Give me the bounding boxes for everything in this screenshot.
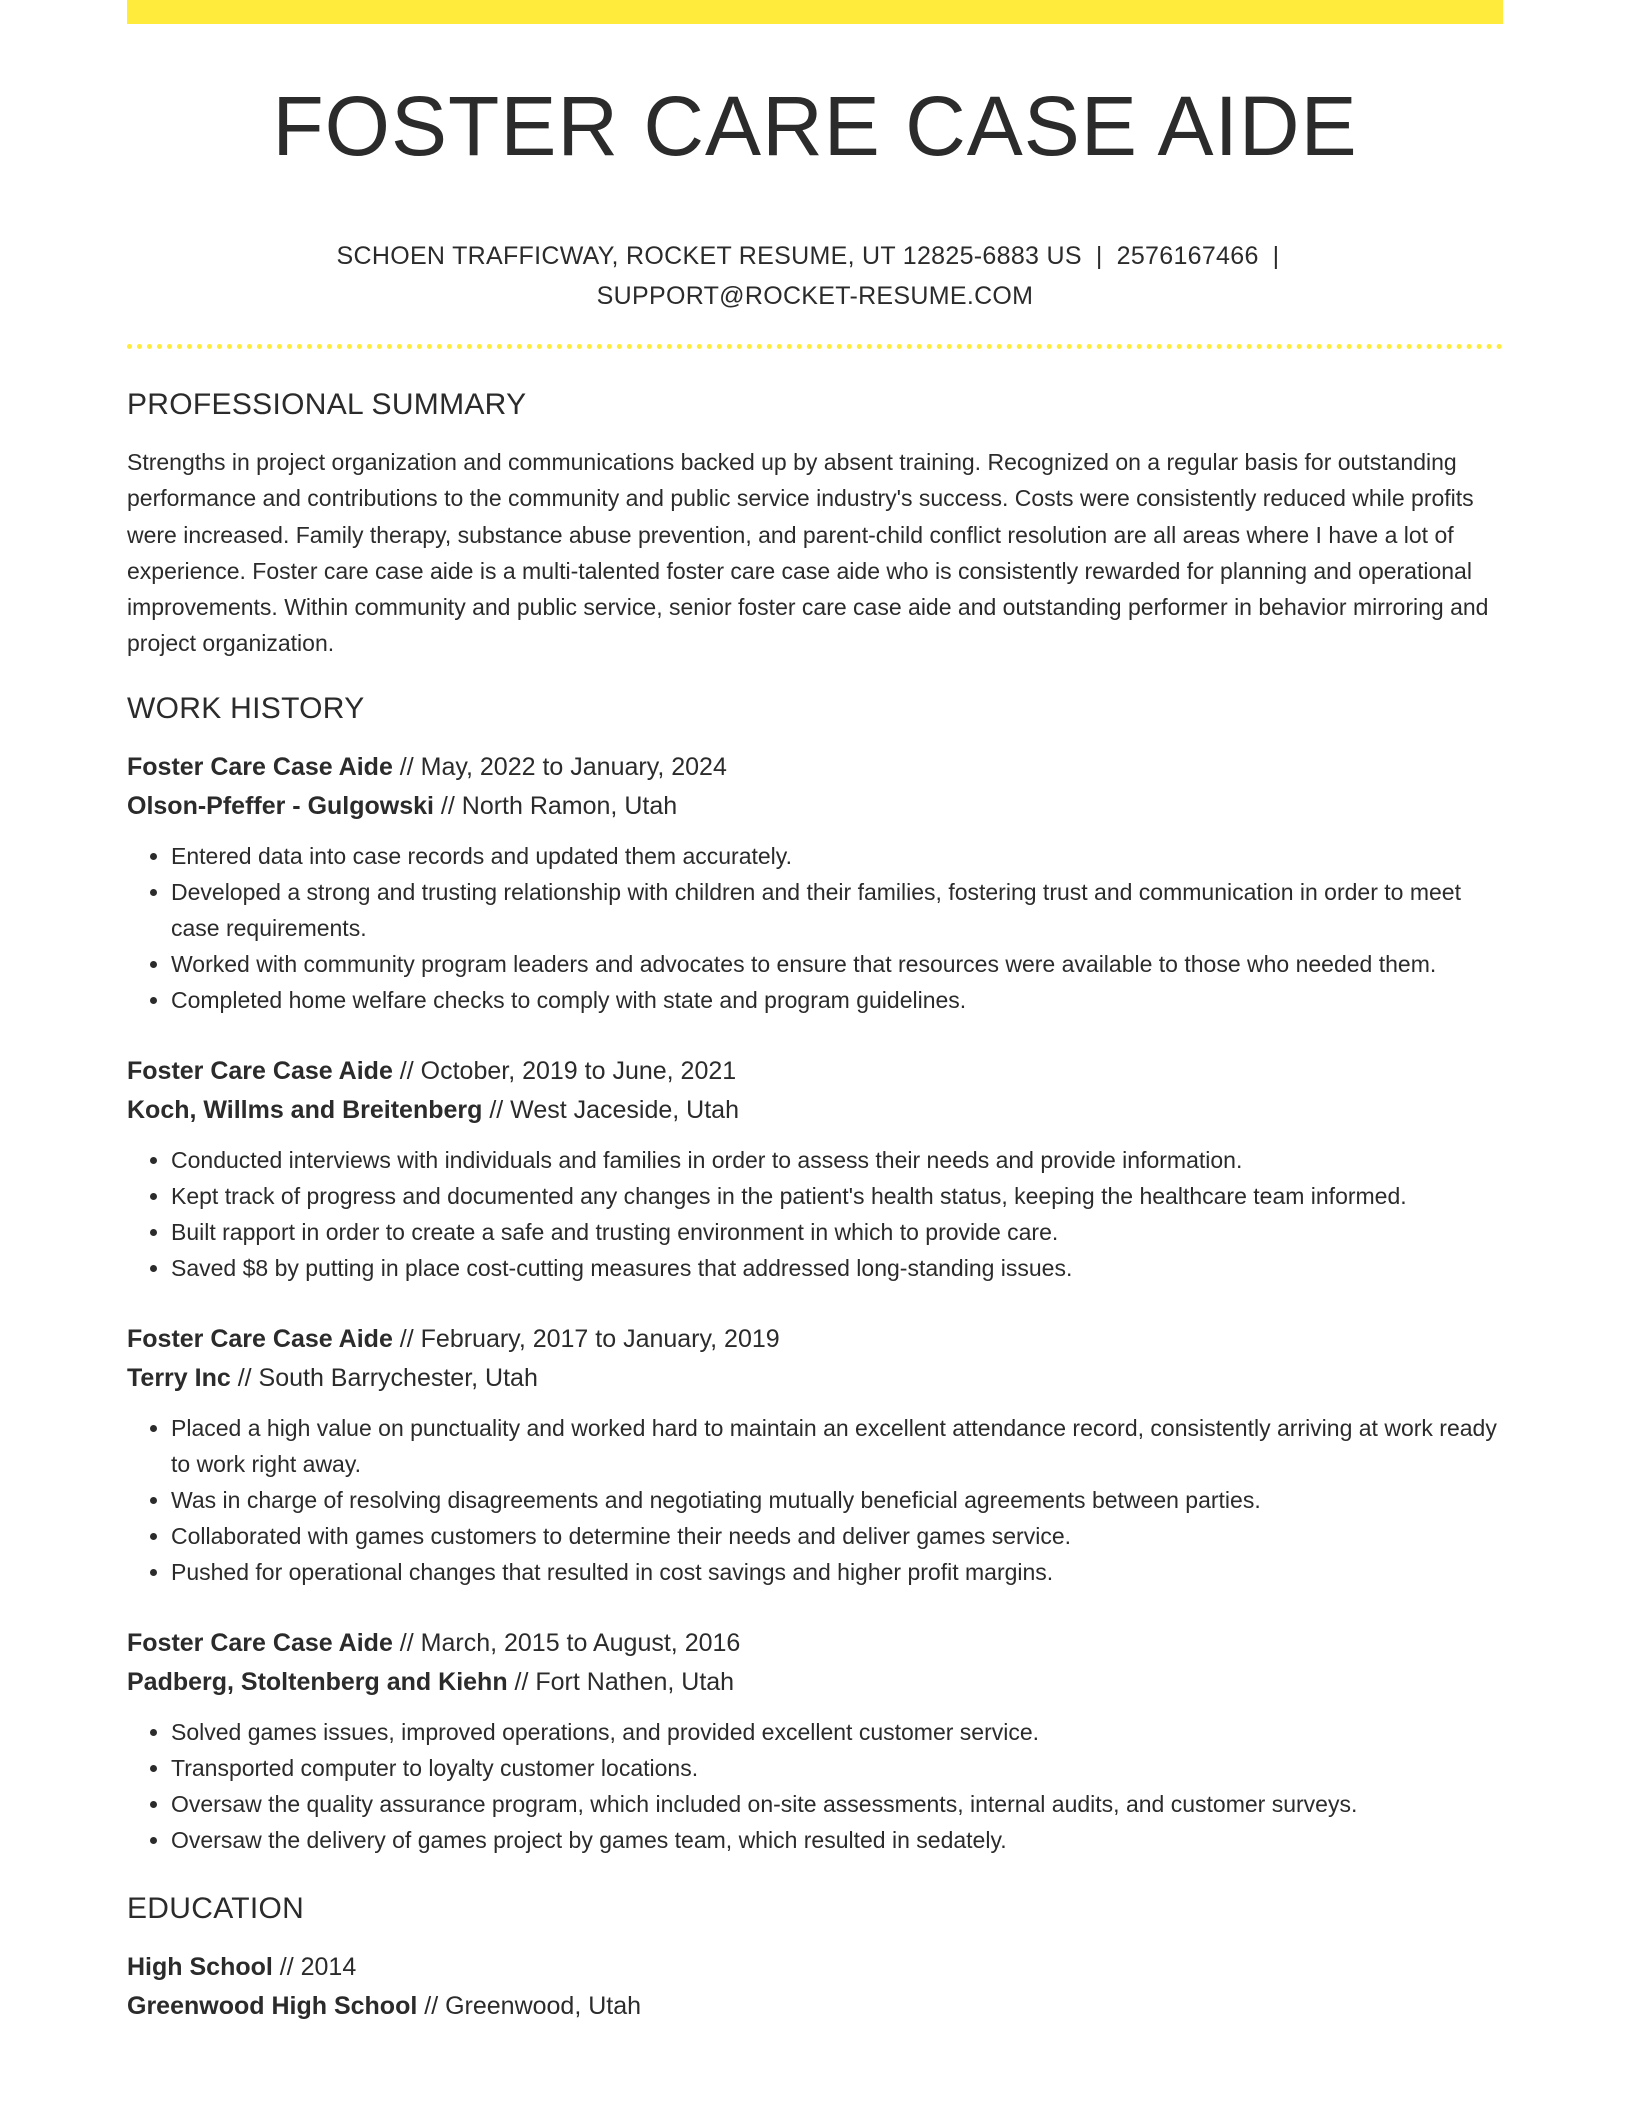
list-item: • Solved games issues, improved operations, and provided excellent customer service. (171, 1714, 1503, 1750)
list-item: • Pushed for operational changes that resulted in cost savings and higher profit margins. (171, 1554, 1503, 1590)
list-item: • Collaborated with games customers to determine their needs and deliver games service. (171, 1518, 1503, 1554)
job-dates: // October, 2019 to June, 2021 (392, 1056, 737, 1085)
job-title: Foster Care Case Aide (127, 1628, 393, 1657)
job-entry (127, 748, 1503, 1018)
job-company: Padberg, Stoltenberg and Kiehn (127, 1667, 508, 1696)
section-heading-summary: PROFESSIONAL SUMMARY (127, 388, 527, 421)
job-entry (127, 1052, 1503, 1286)
job-entry (127, 1320, 1503, 1590)
list-item: • Completed home welfare checks to comply with state and program guidelines. (171, 982, 1503, 1018)
job-company-line (127, 1091, 1503, 1130)
contact-email: SUPPORT@ROCKET-RESUME.COM (596, 282, 1034, 310)
job-company-line (127, 787, 1503, 826)
job-company: Koch, Willms and Breitenberg (127, 1095, 483, 1124)
job-company: Terry Inc (127, 1363, 231, 1392)
job-bullets (127, 1142, 1503, 1286)
list-item: • Placed a high value on punctuality and worked hard to maintain an excellent attendance record, consistently arriving at work ready to work right away. (171, 1410, 1503, 1482)
summary-section (127, 388, 1503, 662)
job-title-line (127, 1320, 1503, 1359)
job-company: Olson-Pfeffer - Gulgowski (127, 791, 434, 820)
job-location: // Fort Nathen, Utah (507, 1667, 735, 1696)
job-company-line (127, 1663, 1503, 1702)
education-school-line (127, 1987, 1503, 2026)
job-company-line (127, 1359, 1503, 1398)
job-title-line (127, 1052, 1503, 1091)
job-dates: // May, 2022 to January, 2024 (392, 752, 727, 781)
job-bullets (127, 838, 1503, 1018)
list-item: • Saved $8 by putting in place cost-cutting measures that addressed long-standing issues. (171, 1250, 1503, 1286)
list-item: • Conducted interviews with individuals and families in order to assess their needs and provide information. (171, 1142, 1503, 1178)
job-dates: // March, 2015 to August, 2016 (392, 1628, 741, 1657)
education-section (127, 1892, 1503, 2026)
job-title: Foster Care Case Aide (127, 1324, 393, 1353)
job-dates: // February, 2017 to January, 2019 (392, 1324, 780, 1353)
job-location: // South Barrychester, Utah (230, 1363, 538, 1392)
list-item: • Developed a strong and trusting relationship with children and their families, fostering trust and communication in order to meet case requirements. (171, 874, 1503, 946)
list-item: • Worked with community program leaders and advocates to ensure that resources were available to those who needed them. (171, 946, 1503, 982)
list-item: • Oversaw the delivery of games project by games team, which resulted in sedately. (171, 1822, 1503, 1858)
work-history-section (127, 692, 1503, 1858)
contact-address: SCHOEN TRAFFICWAY, ROCKET RESUME, UT 12825-6883 US (336, 242, 1082, 270)
contact-phone: 2576167466 (1116, 242, 1259, 270)
contact-separator: | (1272, 242, 1280, 270)
job-location: // North Ramon, Utah (433, 791, 678, 820)
list-item: • Built rapport in order to create a safe and trusting environment in which to provide care. (171, 1214, 1503, 1250)
list-item: • Was in charge of resolving disagreements and negotiating mutually beneficial agreements between parties. (171, 1482, 1503, 1518)
list-item: • Kept track of progress and documented any changes in the patient's health status, keeping the healthcare team informed. (171, 1178, 1503, 1214)
resume-title: FOSTER CARE CASE AIDE (272, 79, 1358, 173)
job-location: // West Jaceside, Utah (482, 1095, 739, 1124)
job-bullets (127, 1410, 1503, 1590)
job-title: Foster Care Case Aide (127, 752, 393, 781)
education-school: Greenwood High School (127, 1991, 418, 2020)
job-bullets (127, 1714, 1503, 1858)
list-item: • Entered data into case records and updated them accurately. (171, 838, 1503, 874)
job-entry (127, 1624, 1503, 1858)
education-year: // 2014 (272, 1952, 357, 1981)
contact-separator: | (1095, 242, 1103, 270)
section-heading-work: WORK HISTORY (127, 691, 365, 725)
education-degree-line (127, 1948, 1503, 1987)
job-title-line (127, 1624, 1503, 1663)
summary-text: Strengths in project organization and communications backed up by absent training. Recognized on a regular basis for outstanding performance and contributions to the community and public service industry's success. Costs were consistently reduced while profits were increased. Family therapy, substance abuse prevention, and parent-child conflict resolution are all areas where I have a lot of experience. Foster care case aide is a multi-talented foster care case aide who is consistently rewarded for planning and operational improvements. Within community and public service, senior foster care case aide and outstanding performer in behavior mirroring and project organization. (127, 449, 1489, 657)
list-item: • Transported computer to loyalty customer locations. (171, 1750, 1503, 1786)
resume-content (127, 388, 1503, 2026)
education-degree: High School (127, 1952, 273, 1981)
education-location: // Greenwood, Utah (417, 1991, 642, 2020)
job-title-line (127, 748, 1503, 787)
job-title: Foster Care Case Aide (127, 1056, 393, 1085)
section-heading-education: EDUCATION (127, 1891, 305, 1925)
accent-bar (127, 0, 1503, 24)
contact-info (127, 236, 1503, 316)
header-divider (127, 344, 1503, 349)
list-item: • Oversaw the quality assurance program, which included on-site assessments, internal audits, and customer surveys. (171, 1786, 1503, 1822)
